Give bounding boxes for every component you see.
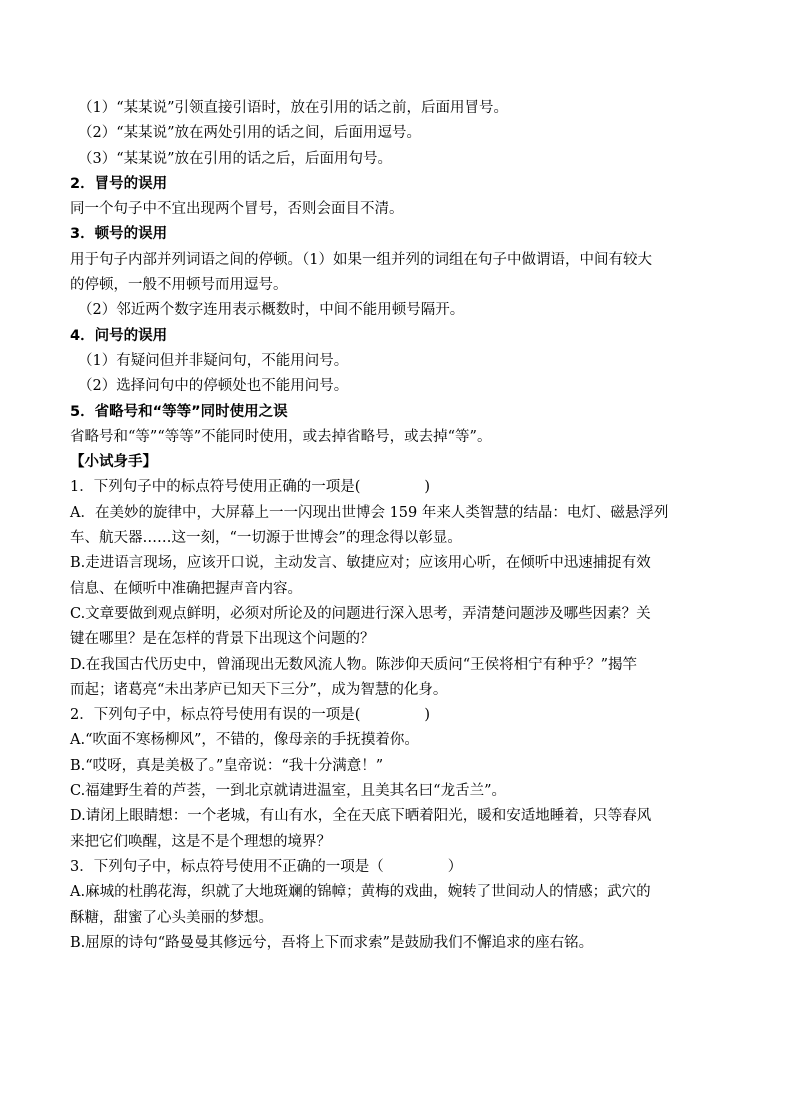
option-a-cont: 酥糖，甜蜜了心头美丽的梦想。 [70,909,273,926]
section-heading: 5．省略号和“等等”同时使用之误 [70,403,288,420]
option-d: D.请闭上眼睛想：一个老城，有山有水，全在天底下晒着阳光，暖和安适地睡着，只等春风 [70,808,652,825]
option-a: A.“吹面不寒杨柳风”，不错的，像母亲的手抚摸着你。 [70,732,419,749]
practice-heading: 【小试身手】 [70,454,157,471]
rule-text: （2）“某某说”放在两处引用的话之间，后面用逗号。 [78,125,422,142]
rule-text: （2）选择问句中的停顿处也不能用问号。 [78,378,349,395]
rule-text: （2）邻近两个数字连用表示概数时，中间不能用顿号隔开。 [78,302,465,319]
option-d: D.在我国古代历史中，曾涌现出无数风流人物。陈涉仰天质问“王侯将相宁有种乎？”揭竿 [70,656,638,673]
section-heading: 3．顿号的误用 [70,226,168,243]
option-a-cont: 车、航天器……这一刻，“一切源于世博会”的理念得以彰显。 [70,530,462,547]
section-heading: 2．冒号的误用 [70,175,168,192]
option-c: C.文章要做到观点鲜明，必须对所论及的问题进行深入思考，弄清楚问题涉及哪些因素？关 [70,605,651,622]
rule-text: （1）有疑问但并非疑问句，不能用问号。 [78,352,349,369]
question-stem: 1．下列句子中的标点符号使用正确的一项是( ) [70,479,431,496]
question-stem: 3．下列句子中，标点符号使用不正确的一项是（ ） [70,858,463,875]
option-b-cont: 信息、在倾听中准确把握声音内容。 [70,580,302,597]
option-b: B.走进语言现场，应该开口说，主动发言、敏捷应对；应该用心听，在倾听中迅速捕捉有效 [70,555,651,572]
rule-text: （3）“某某说”放在引用的话之后，后面用句号。 [78,150,393,167]
question-stem: 2．下列句子中，标点符号使用有误的一项是( ) [70,707,431,724]
rule-text: 省略号和“等”“等等”不能同时使用，或去掉省略号，或去掉“等”。 [70,428,492,445]
option-c: C.福建野生着的芦荟，一到北京就请进温室，且美其名曰“龙舌兰”。 [70,783,507,800]
document-page [70,96,730,956]
option-c-cont: 键在哪里？是在怎样的背景下出现这个问题的？ [70,631,375,648]
rule-text: 用于句子内部并列词语之间的停顿。（1）如果一组并列的词组在句子中做谓语，中间有较大 [70,251,652,268]
rule-text: 的停顿，一般不用顿号而用逗号。 [70,277,288,294]
rule-text: 同一个句子中不宜出现两个冒号，否则会面目不清。 [70,201,404,218]
option-d-cont: 而起；诸葛亮“未出茅庐已知天下三分”，成为智慧的化身。 [70,681,448,698]
option-d-cont: 来把它们唤醒，这是不是个理想的境界？ [70,833,331,850]
option-a: A.麻城的杜鹃花海，织就了大地斑斓的锦幛；黄梅的戏曲，婉转了世间动人的情感；武穴的 [70,884,651,901]
option-b: B.“哎呀，真是美极了。”皇帝说：“我十分满意！” [70,757,384,774]
section-heading: 4．问号的误用 [70,327,168,344]
option-b: B.屈原的诗句“路曼曼其修远兮，吾将上下而求索”是鼓励我们不懈追求的座右铭。 [70,934,594,951]
rule-text: （1）“某某说”引领直接引语时，放在引用的话之前，后面用冒号。 [78,100,509,116]
option-a: A．在美妙的旋律中，大屏幕上一一闪现出世博会 159 年来人类智慧的结晶：电灯、磁悬浮列 [70,504,669,521]
